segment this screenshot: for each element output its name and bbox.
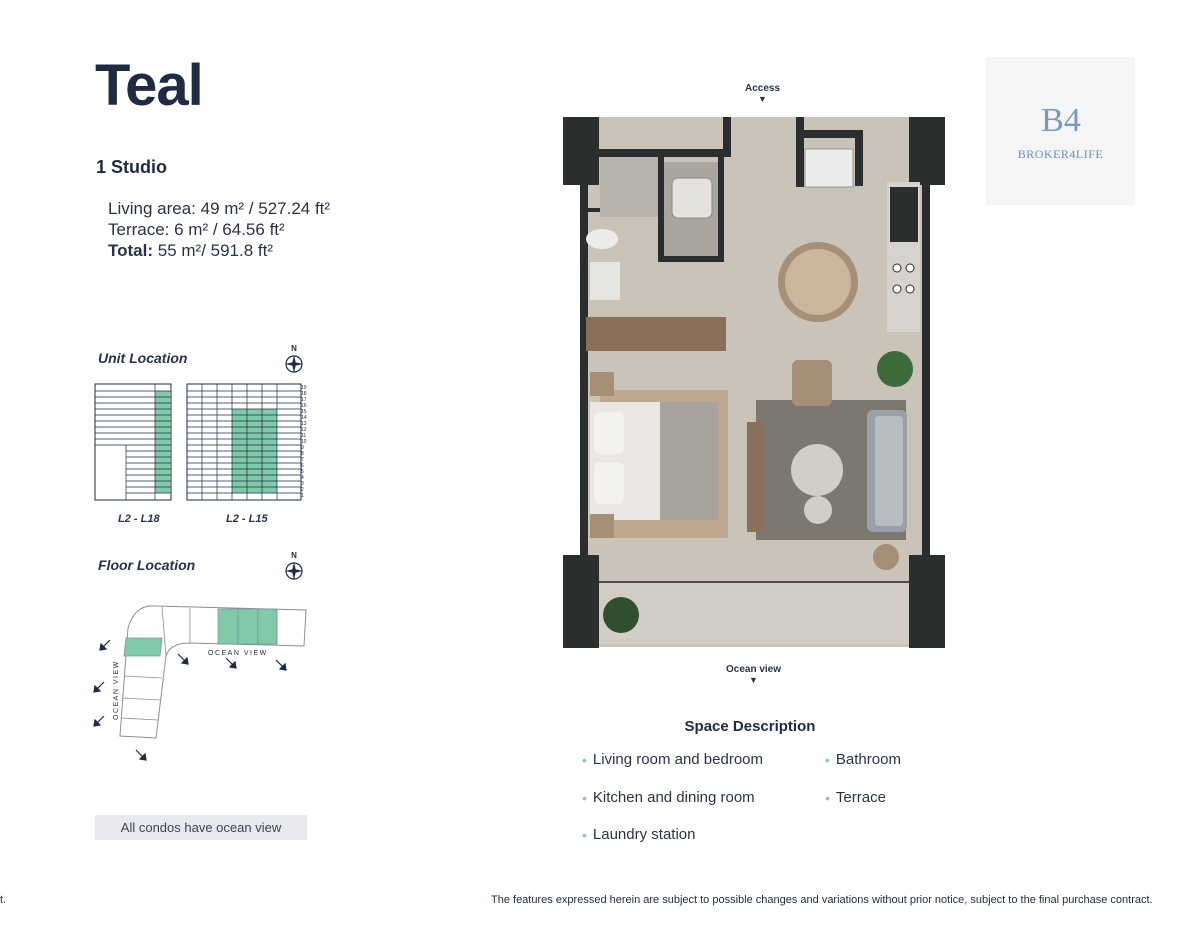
space-item-label: Kitchen and dining room	[592, 789, 755, 806]
ocean-view-note: All condos have ocean view	[95, 815, 307, 840]
floor-number: 14	[301, 415, 307, 421]
bullet-icon: •	[825, 789, 830, 806]
floor-number: 3	[301, 481, 304, 487]
bullet-icon: •	[825, 751, 830, 768]
floor-location-diagram	[90, 598, 315, 770]
cut-text: t.	[0, 894, 7, 906]
floor-number: 12	[301, 427, 307, 433]
floor-number: 10	[301, 439, 307, 445]
compass-letter: N	[291, 344, 297, 353]
space-item-label: Living room and bedroom	[592, 751, 764, 768]
bullet-icon: •	[582, 751, 587, 768]
space-item	[582, 751, 763, 768]
compass-icon	[283, 343, 305, 380]
space-item	[825, 789, 886, 806]
floor-number: 11	[301, 433, 307, 439]
area-summary	[108, 198, 330, 261]
unit-title: Teal	[95, 53, 203, 118]
floor-number: 2	[301, 487, 304, 493]
building-l18	[95, 384, 171, 500]
bullet-icon: •	[582, 826, 587, 843]
space-item-label: Bathroom	[835, 751, 901, 768]
building-label-l18: L2 - L18	[118, 513, 160, 525]
total-label: Total:	[108, 241, 154, 260]
floor-number: 13	[301, 421, 307, 427]
down-arrow-icon: ▼	[758, 94, 767, 104]
access-text: Access	[744, 83, 781, 94]
floor-number: 5	[301, 469, 304, 475]
floor-plan	[560, 112, 950, 652]
space-item-label: Laundry station	[592, 826, 696, 843]
floor-number: 9	[301, 445, 304, 451]
floor-number: 16	[301, 403, 307, 409]
unit-type: 1 Studio	[96, 157, 167, 177]
floor-number: 4	[301, 475, 304, 481]
space-item	[582, 826, 695, 843]
ocean-view-label	[716, 664, 791, 685]
floor-number: 18	[301, 391, 307, 397]
floor-number: 1	[301, 493, 304, 499]
total-value: 55 m²/ 591.8 ft²	[157, 241, 274, 260]
unit-location-diagram	[94, 383, 314, 503]
floor-number: 8	[301, 451, 304, 457]
logo-monogram-text: B4	[1040, 102, 1081, 139]
floor-number: 7	[301, 457, 304, 463]
space-item	[825, 751, 901, 768]
building-l15	[187, 384, 301, 500]
ocean-view-horizontal: OCEAN VIEW	[208, 650, 268, 657]
terrace-area: Terrace: 6 m² / 64.56 ft²	[108, 220, 285, 239]
floor-number: 15	[301, 409, 307, 415]
space-item-label: Terrace	[835, 789, 886, 806]
space-description-title: Space Description	[684, 718, 816, 735]
bullet-icon: •	[582, 789, 587, 806]
floor-location-label: Floor Location	[98, 557, 196, 573]
broker-logo	[986, 57, 1135, 205]
living-area: Living area: 49 m² / 527.24 ft²	[108, 199, 331, 218]
floor-number: 17	[301, 397, 307, 403]
total-area	[108, 240, 330, 261]
building-label-l15: L2 - L15	[226, 513, 268, 525]
access-label	[735, 83, 790, 104]
compass-letter: N	[291, 551, 297, 560]
down-arrow-icon: ▼	[749, 675, 758, 685]
ocean-view-vertical: OCEAN VIEW	[113, 660, 120, 720]
logo-monogram	[1041, 93, 1081, 145]
ocean-view-text: Ocean view	[725, 664, 782, 675]
logo-name: BROKER4LIFE	[1017, 147, 1104, 161]
disclaimer: The features expressed herein are subject to possible changes and variations without prior notice, subject to the final purchase contract.	[491, 894, 1153, 906]
floor-number-column	[301, 385, 307, 499]
compass-icon	[283, 550, 305, 587]
space-item	[582, 789, 755, 806]
floor-number: 19	[301, 385, 307, 391]
unit-location-label: Unit Location	[98, 350, 188, 366]
floor-number: 6	[301, 463, 304, 469]
